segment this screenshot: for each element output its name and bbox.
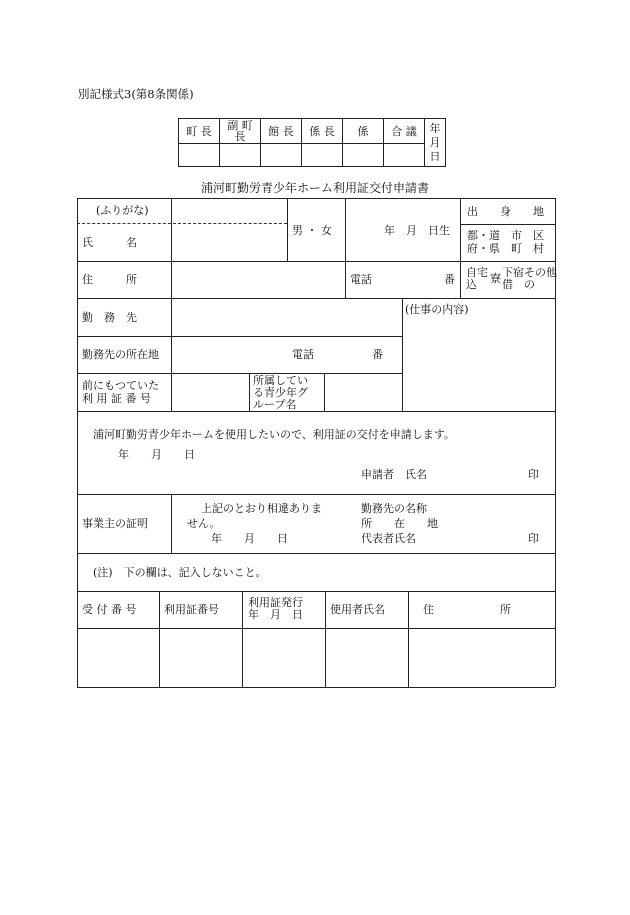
stamp-space [384, 144, 425, 167]
col-issue-date: 利用証発行 年 月 日 [248, 596, 303, 621]
address-field[interactable] [172, 262, 344, 297]
prev-card-number-field[interactable] [172, 374, 248, 410]
prefecture-line-2: 府・県 町 村 [467, 242, 544, 255]
employer-representative-label: 代表者氏名 [361, 532, 416, 545]
employer-name-label: 勤務先の名称 [361, 502, 427, 515]
job-description-field[interactable] [403, 318, 554, 410]
housing-option-home[interactable]: 自宅 込 [466, 266, 488, 291]
furigana-field[interactable] [172, 199, 286, 222]
approval-cell-kakaricho: 係 長 [302, 119, 343, 144]
stamp-space [220, 144, 261, 167]
stamp-space [302, 144, 343, 167]
cert-statement-2: せん。 [187, 517, 221, 530]
approval-date-cell: 年 月 日 [425, 119, 446, 167]
housing-option-other[interactable]: その他 の [524, 266, 557, 291]
col-user-name: 使用者氏名 [330, 603, 385, 616]
gender-select[interactable]: 男 ・ 女 [292, 224, 332, 237]
workplace-address-field[interactable] [172, 337, 401, 372]
job-description-label: (仕事の内容) [405, 303, 469, 316]
youth-group-field[interactable] [325, 374, 401, 410]
approval-cell-kancho: 館 長 [261, 119, 302, 144]
birthplace-label: 出 身 地 [467, 205, 544, 218]
col-address: 住 所 [423, 603, 511, 616]
name-label: 氏 名 [82, 236, 137, 249]
stamp-space [261, 144, 302, 167]
workplace-label: 勤 務 先 [82, 311, 137, 324]
employer-location-label: 所 在 地 [361, 517, 438, 530]
prefecture-line-1: 都・道 市 区 [467, 229, 544, 242]
col-reception-number: 受 付 番 号 [82, 603, 137, 616]
birth-date-field[interactable]: 年 月 日生 [384, 224, 450, 237]
seal-mark: 印 [528, 532, 539, 545]
approval-cell-kakari: 係 [343, 119, 384, 144]
workplace-phone-label: 電話 [292, 348, 314, 361]
workplace-field[interactable] [172, 299, 401, 335]
housing-option-boarding[interactable]: 下宿 借 [502, 266, 524, 291]
approval-stamp-table [178, 118, 446, 167]
approval-cell-cho: 町 長 [179, 119, 220, 144]
approval-cell-fukucho: 副 町 長 [220, 119, 261, 144]
name-field[interactable] [172, 225, 286, 260]
employer-cert-label: 事業主の証明 [82, 517, 148, 530]
note-text: (注) 下の欄は、記入しないこと。 [93, 566, 267, 579]
phone-label: 電話 [350, 273, 372, 286]
applicant-name-field[interactable] [436, 464, 522, 482]
seal-mark: 印 [528, 468, 539, 481]
workplace-phone-suffix: 番 [372, 348, 383, 361]
col-card-number: 利用証番号 [164, 603, 219, 616]
address-label: 住 所 [82, 273, 137, 286]
cert-statement-1: 上記のとおり相違ありま [201, 502, 322, 515]
prev-card-label-2: 利 用 証 番 号 [82, 392, 151, 405]
prev-card-label-1: 前にもつていた [82, 379, 159, 392]
workplace-address-label: 勤務先の所在地 [82, 348, 159, 361]
stamp-space [179, 144, 220, 167]
approval-cell-aigi: 合 議 [384, 119, 425, 144]
application-statement: 浦河町勤労青少年ホームを使用したいので、利用証の交付を申請します。 [93, 428, 455, 441]
stamp-space [343, 144, 384, 167]
furigana-label: (ふりがな) [96, 204, 149, 217]
phone-suffix: 番 [444, 273, 455, 286]
housing-option-dorm[interactable]: 寮 [490, 272, 501, 285]
form-number: 別記様式3(第8条関係) [78, 87, 194, 101]
applicant-name-label: 申請者 氏名 [361, 468, 427, 481]
cert-date[interactable]: 年 月 日 [211, 532, 288, 545]
application-date[interactable]: 年 月 日 [118, 448, 195, 461]
document-title: 浦河町勤労青少年ホーム利用証交付申請書 [200, 181, 429, 195]
youth-group-label: 所属してい る青少年グ ループ名 [253, 374, 308, 411]
